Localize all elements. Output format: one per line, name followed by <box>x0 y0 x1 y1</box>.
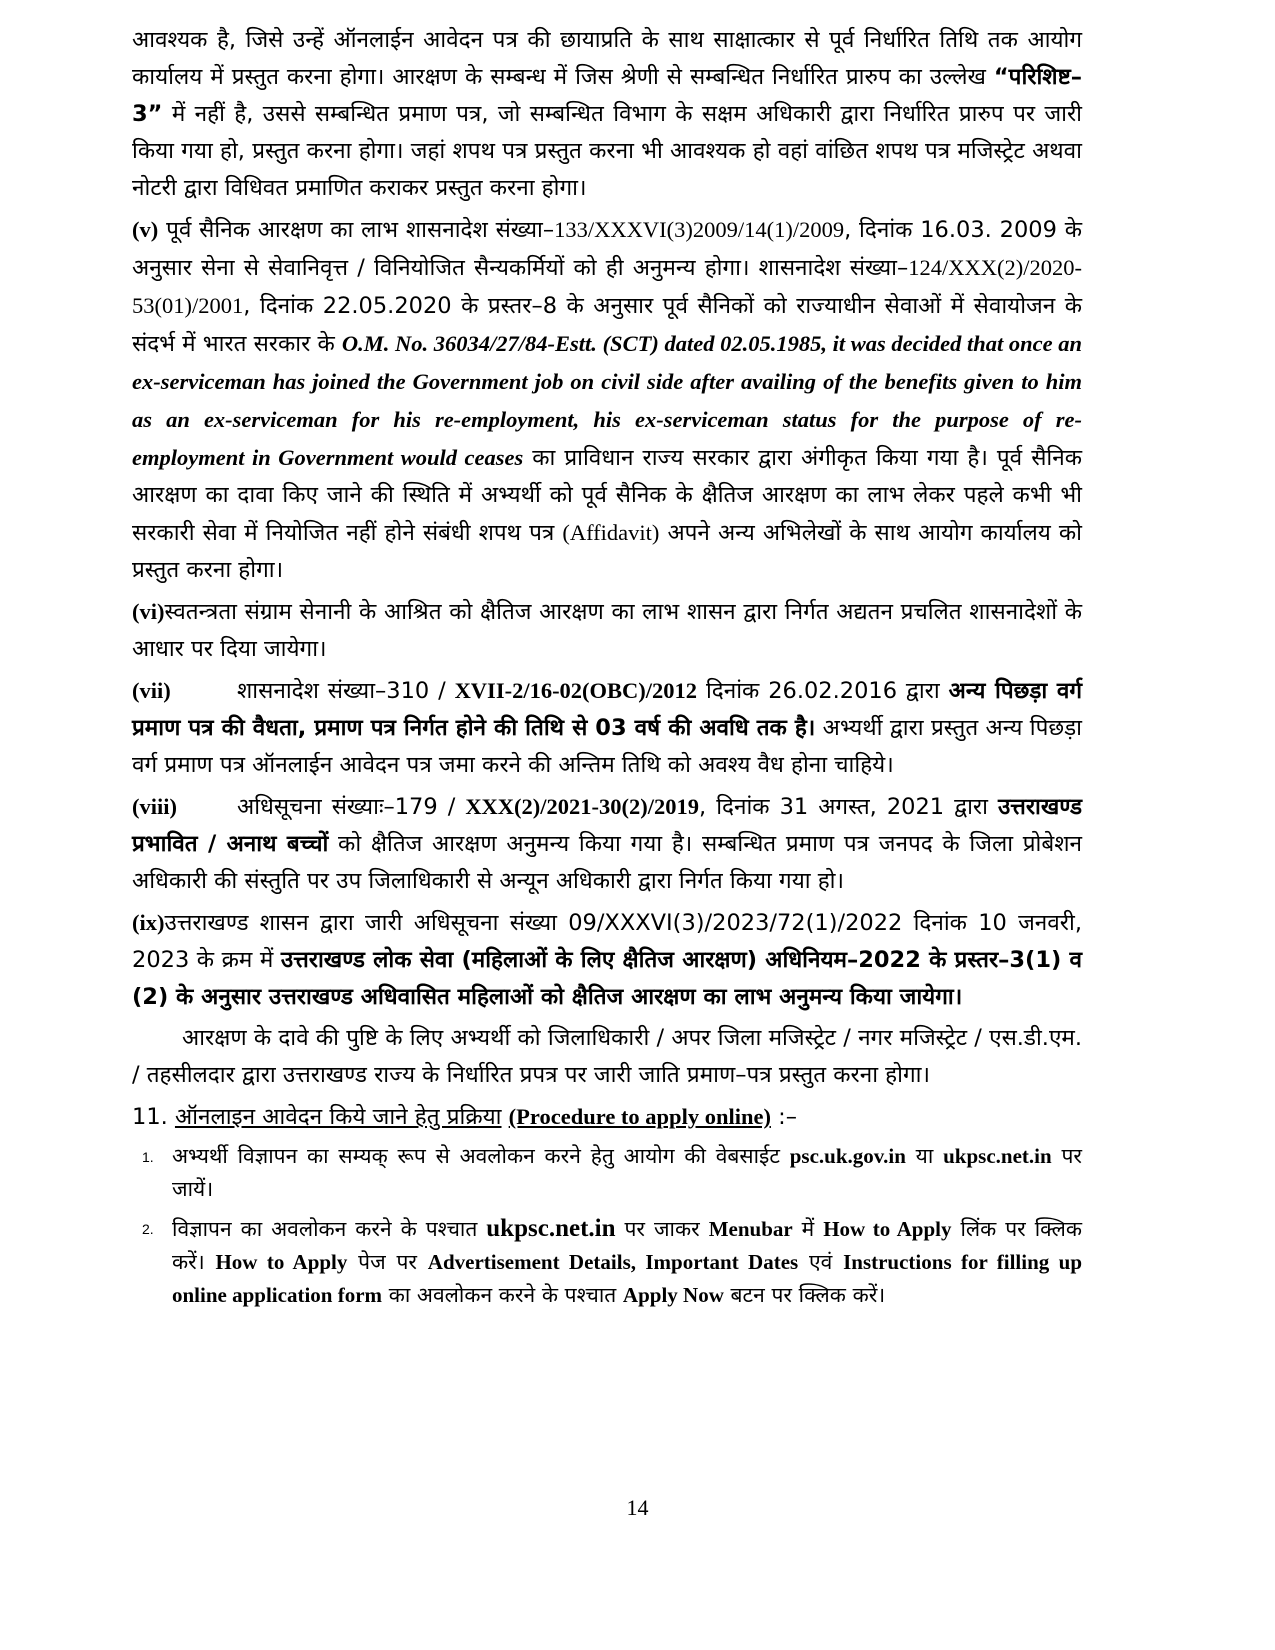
annexure-ref: “परिशिष्ट–3” <box>132 64 1082 127</box>
clause-vi: (vi)स्वतन्त्रता संग्राम सेनानी के आश्रित को क्षैतिज आरक्षण का लाभ शासन द्वारा निर्गत अद्यतन प्रचलित शासनादेशों के आधार पर दिया जायेगा। <box>132 599 1082 662</box>
website-link: ukpsc.net.in <box>943 1144 1052 1168</box>
list-item: 2. विज्ञापन का अवलोकन करने के पश्चात ukpsc.net.in पर जाकर Menubar में How to Apply लिंक पर क्लिक करें। How to Apply पेज पर Advertisement Details, Important Dates एवं Instructions for filling up online application form का अवलोकन करने के पश्चात Apply Now बटन पर क्लिक करें। <box>142 1215 1082 1307</box>
clause-vii: (vii) शासनादेश संख्या–310 / XVII-2/16-02(OBC)/2012 दिनांक 26.02.2016 द्वारा अन्य पिछड़ा वर्ग प्रमाण पत्र की वैधता, प्रमाण पत्र निर्गत होने की तिथि से 03 वर्ष की अवधि तक है। अभ्यर्थी द्वारा प्रस्तुत अन्य पिछड़ा वर्ग प्रमाण पत्र ऑनलाईन आवेदन पत्र जमा करने की अन्तिम तिथि को अवश्य वैध होना चाहिये। <box>132 672 1082 784</box>
clause-marker: (viii) <box>132 794 177 819</box>
clause-viii: (viii) अधिसूचना संख्याः–179 / XXX(2)/2021-30(2)/2019, दिनांक 31 अगस्त, 2021 द्वारा उत्तराखण्ड प्रभावित / अनाथ बच्चों को क्षैतिज आरक्षण अनुमन्य किया गया है। सम्बन्धित प्रमाण पत्र जनपद के जिला प्रोबेशन अधिकारी की संस्तुति पर उप जिलाधिकारी से अन्यून अधिकारी द्वारा निर्गत किया गया हो। <box>132 788 1082 900</box>
section-11-heading: 11. ऑनलाइन आवेदन किये जाने हेतु प्रक्रिया (Procedure to apply online) :– <box>132 1104 797 1130</box>
page-number: 14 <box>626 1495 649 1520</box>
om-quote: O.M. No. 36034/27/84-Estt. (SCT) dated 02.05.1985, it was decided that once an ex-serviceman has joined the Government job on civil side after availing of the benefits given to him as an ex-serviceman for his re-employment, his ex-serviceman status for the purpose of re-employment in Government would ceases <box>132 331 1082 470</box>
clause-v: (v) पूर्व सैनिक आरक्षण का लाभ शासनादेश संख्या–133/XXXVI(3)2009/14(1)/2009, दिनांक 16.03. 2009 के अनुसार सेना से सेवानिवृत्त / विनियोजित सैन्यकर्मियों को ही अनुमन्य होगा। शासनादेश संख्या–124/XXX(2)/2020-53(01)/2001, दिनांक 22.05.2020 के प्रस्तर–8 के अनुसार पूर्व सैनिकों को राज्याधीन सेवाओं में सेवायोजन के संदर्भ में भारत सरकार के O.M. No. 36034/27/84-Estt. (SCT) dated 02.05.1985, it was decided that once an ex-serviceman has joined the Government job on civil side after availing of the benefits given to him as an ex-serviceman for his re-employment, his ex-serviceman status for the purpose of re-employment in Government would ceases का प्राविधान राज्य सरकार द्वारा अंगीकृत किया गया है। पूर्व सैनिक आरक्षण का दावा किए जाने की स्थिति में अभ्यर्थी को पूर्व सैनिक के क्षैतिज आरक्षण का लाभ लेकर पहले कभी भी सरकारी सेवा में नियोजित नहीं होने संबंधी शपथ पत्र (Affidavit) अपने अन्य अभिलेखों के साथ आयोग कार्यालय को प्रस्तुत करना होगा। <box>132 217 1082 583</box>
paragraph-intro: आवश्यक है, जिसे उन्हें ऑनलाईन आवेदन पत्र की छायाप्रति के साथ साक्षात्कार से पूर्व निर्धारित तिथि तक आयोग कार्यालय में प्रस्तुत करना होगा। आरक्षण के सम्बन्ध में जिस श्रेणी से सम्बन्धित निर्धारित प्रारुप का उल्लेख “परिशिष्ट–3” में नहीं है, उससे सम्बन्धित प्रमाण पत्र, जो सम्बन्धित विभाग के सक्षम अधिकारी द्वारा निर्धारित प्रारुप पर जारी किया गया हो, प्रस्तुत करना होगा। जहां शपथ पत्र प्रस्तुत करना भी आवश्यक हो वहां वांछित शपथ पत्र मजिस्ट्रेट अथवा नोटरी द्वारा विधिवत प्रमाणित कराकर प्रस्तुत करना होगा। <box>132 27 1082 201</box>
paragraph-caste-certificate: आरक्षण के दावे की पुष्टि के लिए अभ्यर्थी को जिलाधिकारी / अपर जिला मजिस्ट्रेट / नगर मजिस्ट्रेट / एस.डी.एम. / तहसीलदार द्वारा उत्तराखण्ड राज्य के निर्धारित प्रपत्र पर जारी जाति प्रमाण–पत्र प्रस्तुत करना होगा। <box>132 1025 1082 1088</box>
website-link: psc.uk.gov.in <box>789 1144 906 1168</box>
document-page <box>132 22 1082 1318</box>
section-title-hindi: ऑनलाइन आवेदन किये जाने हेतु प्रक्रिया <box>174 1104 502 1130</box>
list-item: 1. अभ्यर्थी विज्ञापन का सम्यक् रूप से अवलोकन करने हेतु आयोग की वेबसाईट psc.uk.gov.in या ukpsc.net.in पर जायें। <box>142 1144 1082 1201</box>
clause-marker: (vi) <box>132 599 165 624</box>
clause-ix: (ix)उत्तराखण्ड शासन द्वारा जारी अधिसूचना संख्या 09/XXXVI(3)/2023/72(1)/2022 दिनांक 10 जनवरी, 2023 के क्रम में उत्तराखण्ड लोक सेवा (महिलाओं के लिए क्षैतिज आरक्षण) अधिनियम–2022 के प्रस्तर–3(1) व (2) के अनुसार उत्तराखण्ड अधिवासित महिलाओं को क्षैतिज आरक्षण का लाभ अनुमन्य किया जायेगा। <box>132 910 1082 1010</box>
section-title-english: (Procedure to apply online) <box>508 1104 771 1129</box>
clause-marker: (vii) <box>132 678 171 703</box>
procedure-steps <box>132 1140 1082 1312</box>
clause-marker: (ix) <box>132 910 165 935</box>
clause-marker: (v) <box>132 217 159 242</box>
website-link: ukpsc.net.in <box>486 1215 616 1242</box>
